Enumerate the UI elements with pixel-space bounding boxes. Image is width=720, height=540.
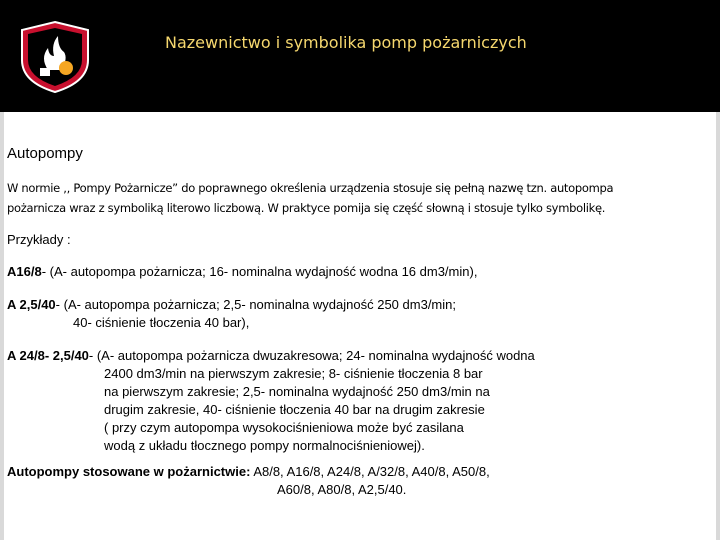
example-text: 40- ciśnienie tłoczenia 40 bar), xyxy=(73,315,250,330)
examples-label: Przykłady : xyxy=(7,232,71,247)
example-text: - (A- autopompa pożarnicza dwuzakresowa; 24- nominalna wydajność wodna xyxy=(88,348,535,363)
footer-line-1: A8/8, A16/8, A24/8, A/32/8, A40/8, A50/8, xyxy=(250,464,490,479)
left-border xyxy=(0,112,4,540)
example-text: wodą z układu tłocznego pompy normalnociśnieniowej). xyxy=(104,438,425,453)
example-code: A16/8 xyxy=(7,264,42,279)
fire-brigade-logo-icon xyxy=(18,20,92,94)
example-item xyxy=(7,263,477,281)
intro-paragraph: W normie ,, Pompy Pożarnicze” do poprawnego określenia urządzenia stosuje się pełną nazwę tzn. autopompa pożarnicza wraz z symboliką literowo liczbową. W praktyce pomija się część słowną i stosuje tylko symbolikę. xyxy=(7,181,614,215)
example-code: A 24/8- 2,5/40 xyxy=(7,348,89,363)
right-border xyxy=(716,112,720,540)
footer-label: Autopompy stosowane w pożarnictwie: xyxy=(7,464,251,479)
page-title: Nazewnictwo i symbolika pomp pożarniczych xyxy=(165,33,527,52)
example-code: A 2,5/40 xyxy=(7,297,56,312)
example-text: ( przy czym autopompa wysokociśnieniowa może być zasilana xyxy=(104,420,464,435)
example-text: drugim zakresie, 40- ciśnienie tłoczenia 40 bar na drugim zakresie xyxy=(104,402,485,417)
section-title: Autopompy xyxy=(7,145,83,162)
example-text: 2400 dm3/min na pierwszym zakresie; 8- ciśnienie tłoczenia 8 bar xyxy=(104,366,483,381)
example-item xyxy=(7,347,535,455)
example-text: - (A- autopompa pożarnicza; 16- nominalna wydajność wodna 16 dm3/min), xyxy=(41,264,478,279)
footer-list xyxy=(7,463,490,499)
example-text: na pierwszym zakresie; 2,5- nominalna wydajność 250 dm3/min na xyxy=(104,384,490,399)
header-bar xyxy=(0,0,720,112)
example-item xyxy=(7,296,456,332)
example-text: - (A- autopompa pożarnicza; 2,5- nominalna wydajność 250 dm3/min; xyxy=(55,297,456,312)
footer-line-2: A60/8, A80/8, A2,5/40. xyxy=(277,482,407,497)
